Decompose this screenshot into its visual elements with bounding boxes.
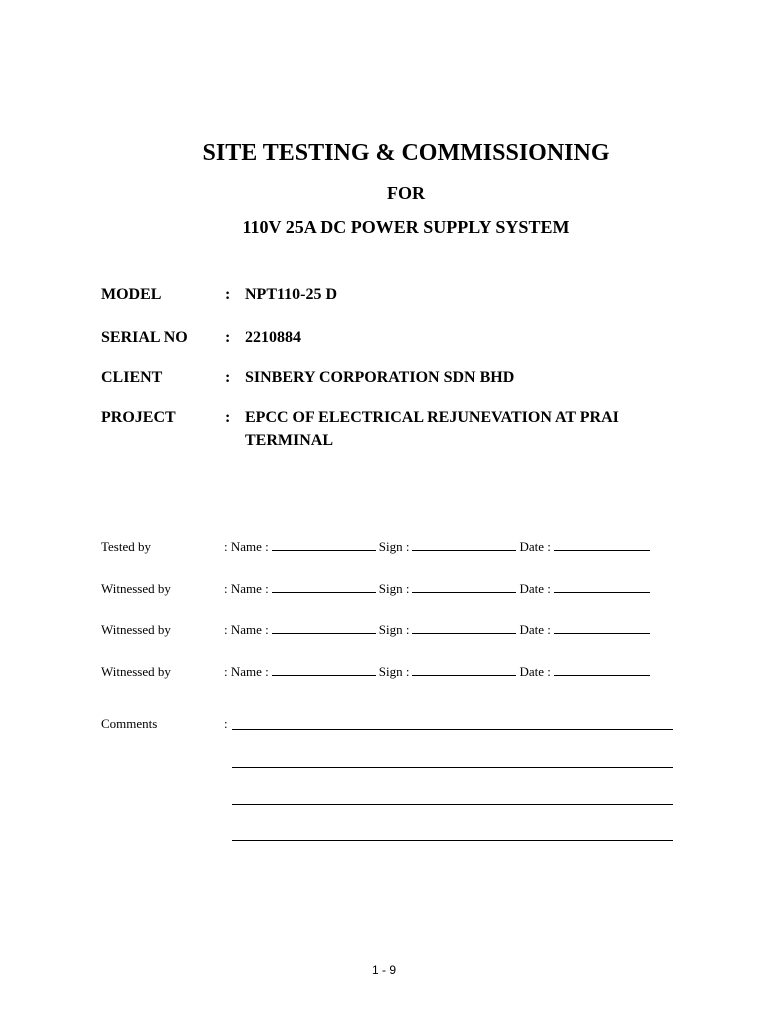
project-value-line2: TERMINAL: [245, 432, 334, 449]
name-blank[interactable]: [272, 581, 376, 593]
date-blank[interactable]: [554, 664, 650, 676]
name-label: : Name :: [224, 539, 269, 554]
model-label: MODEL: [101, 286, 162, 303]
project-value-line1: EPCC OF ELECTRICAL REJUNEVATION AT PRAI: [245, 409, 619, 426]
sign-label: Sign :: [378, 622, 410, 637]
project-colon: :: [225, 409, 231, 426]
comment-line-1[interactable]: [232, 729, 673, 730]
project-label: PROJECT: [101, 409, 176, 426]
signature-fields: [224, 539, 653, 555]
signature-row-label: Witnessed by: [101, 664, 171, 679]
serial-label: SERIAL NO: [101, 329, 188, 346]
sign-blank[interactable]: [412, 622, 516, 634]
comment-line-3[interactable]: [232, 804, 673, 805]
name-label: : Name :: [224, 622, 269, 637]
signature-row-label: Tested by: [101, 539, 151, 554]
comments-label: Comments: [101, 716, 158, 731]
model-colon: :: [225, 286, 231, 303]
document-subtitle-for: FOR: [387, 183, 425, 203]
signature-fields: [224, 664, 653, 680]
sign-label: Sign :: [378, 539, 410, 554]
signature-fields: [224, 622, 653, 638]
date-label: Date :: [519, 581, 551, 596]
serial-value: 2210884: [245, 329, 301, 346]
comments-colon: :: [224, 716, 228, 731]
signature-fields: [224, 581, 653, 597]
comment-line-2[interactable]: [232, 767, 673, 768]
name-label: : Name :: [224, 581, 269, 596]
model-value: NPT110-25 D: [245, 286, 337, 303]
client-colon: :: [225, 369, 231, 386]
name-blank[interactable]: [272, 622, 376, 634]
name-label: : Name :: [224, 664, 269, 679]
signature-row-label: Witnessed by: [101, 581, 171, 596]
sign-blank[interactable]: [412, 539, 516, 551]
name-blank[interactable]: [272, 539, 376, 551]
document-title: SITE TESTING & COMMISSIONING: [202, 140, 610, 166]
date-label: Date :: [519, 539, 551, 554]
date-blank[interactable]: [554, 581, 650, 593]
client-label: CLIENT: [101, 369, 163, 386]
date-blank[interactable]: [554, 622, 650, 634]
client-value: SINBERY CORPORATION SDN BHD: [245, 369, 515, 386]
date-label: Date :: [519, 622, 551, 637]
serial-colon: :: [225, 329, 231, 346]
comment-line-4[interactable]: [232, 840, 673, 841]
sign-blank[interactable]: [412, 664, 516, 676]
document-system-title: 110V 25A DC POWER SUPPLY SYSTEM: [242, 217, 570, 237]
page-number: 1 - 9: [371, 963, 396, 977]
date-blank[interactable]: [554, 539, 650, 551]
sign-label: Sign :: [378, 581, 410, 596]
sign-blank[interactable]: [412, 581, 516, 593]
sign-label: Sign :: [378, 664, 410, 679]
name-blank[interactable]: [272, 664, 376, 676]
signature-row-label: Witnessed by: [101, 622, 171, 637]
date-label: Date :: [519, 664, 551, 679]
